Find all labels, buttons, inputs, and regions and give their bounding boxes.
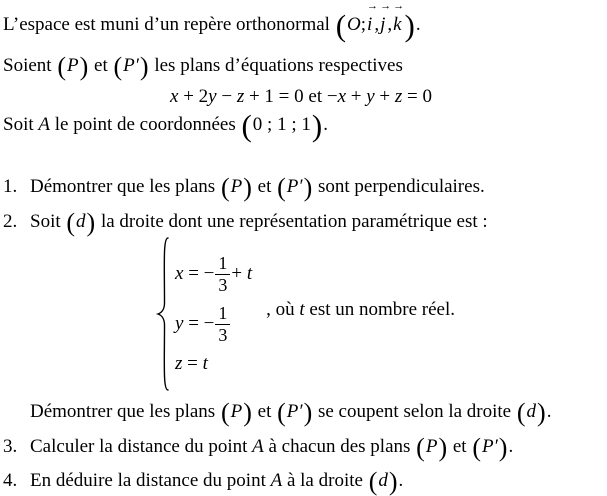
text-segment: P: [425, 436, 438, 457]
text-segment: Soient: [3, 55, 57, 76]
paren-delimiter: ): [303, 173, 313, 202]
text-segment: P: [230, 401, 243, 422]
system-note: [266, 299, 455, 321]
text-segment: P′: [123, 55, 139, 76]
paren-delimiter: (: [66, 208, 76, 237]
system-line-z: [175, 349, 252, 379]
vector-letter: j: [380, 14, 386, 35]
paren-delimiter: (: [220, 398, 230, 427]
text-segment: d: [76, 211, 86, 232]
fraction-denominator: 3: [215, 274, 230, 295]
left-brace-icon: [155, 236, 171, 392]
text-segment: le point de coordonnées: [49, 114, 241, 135]
text-segment: et: [448, 436, 472, 457]
paren-delimiter: (: [277, 173, 286, 202]
paren-delimiter: ): [388, 467, 398, 496]
text-segment: y: [208, 86, 217, 107]
text-segment: P′: [482, 436, 498, 457]
text-segment: la droite dont une représentation paramétrique est :: [96, 211, 488, 232]
plane-equations-line: [170, 82, 432, 112]
text-segment: t: [299, 299, 305, 320]
text-segment: + 1 = 0 et −: [244, 86, 338, 107]
vector-k: [393, 0, 405, 40]
text-segment: z: [394, 86, 403, 107]
text-segment: et: [252, 176, 277, 197]
vector-arrow-icon: →: [393, 0, 405, 12]
text-segment: t: [246, 263, 253, 284]
parametric-system: [155, 236, 455, 392]
fraction-numerator: 1: [218, 303, 228, 324]
text-segment: +: [374, 86, 395, 107]
paren-delimiter: ): [243, 173, 252, 202]
system-line-y: [175, 299, 252, 349]
text-segment: les plans d’équations respectives: [149, 55, 403, 76]
paren-delimiter: ): [537, 398, 546, 427]
text-segment: + 2: [178, 86, 209, 107]
text-segment: et: [252, 401, 277, 422]
text-segment: Soit: [3, 114, 39, 135]
text-segment: P′: [286, 401, 303, 422]
item-2: [3, 207, 488, 237]
vector-i: [367, 0, 379, 40]
text-segment: 0 ; 1 ; 1: [252, 114, 311, 135]
text-segment: A: [270, 470, 283, 491]
text-segment: d: [526, 401, 537, 422]
paren-delimiter: ): [311, 108, 323, 143]
text-segment: z: [236, 86, 245, 107]
text-segment: .: [546, 401, 552, 422]
vector-arrow-icon: →: [380, 0, 392, 12]
intro-soient-line: [3, 51, 403, 81]
text-segment: = 0: [402, 86, 433, 107]
text-segment: Soit: [30, 211, 66, 232]
text-segment: x: [175, 263, 184, 284]
item-2-number: 2.: [3, 211, 18, 232]
paren-delimiter: (: [516, 398, 526, 427]
text-segment: est un nombre réel.: [304, 299, 456, 320]
text-segment: +: [346, 86, 367, 107]
paren-delimiter: (: [472, 433, 482, 462]
text-segment: = −: [183, 313, 215, 334]
item-3-number: 3.: [3, 436, 18, 457]
vector-letter: i: [367, 14, 373, 35]
text-segment: .: [323, 114, 328, 135]
text-segment: L’espace est muni d’un repère orthonormal: [3, 14, 335, 35]
text-segment: Calculer la distance du point: [30, 436, 253, 457]
text-segment: y: [175, 313, 184, 334]
text-segment: x: [170, 86, 179, 107]
system-line-x-rhs: [231, 263, 252, 285]
system-line-y-lhs: [175, 313, 214, 335]
text-segment: ,: [374, 14, 380, 35]
paren-delimiter: (: [220, 173, 230, 202]
text-segment: En déduire la distance du point: [30, 470, 271, 491]
fraction-one-third: [215, 303, 230, 344]
text-segment: A: [38, 114, 50, 135]
fraction-denominator: 3: [215, 324, 230, 345]
text-segment: .: [398, 470, 404, 491]
paren-delimiter: (: [335, 8, 347, 43]
vector-j: [380, 0, 392, 40]
paren-delimiter: ): [303, 398, 313, 427]
paren-delimiter: ): [498, 433, 508, 462]
text-segment: .: [415, 14, 421, 35]
vector-arrow-icon: →: [367, 0, 379, 12]
text-segment: ,: [387, 14, 393, 35]
text-segment: .: [508, 436, 514, 457]
paren-delimiter: ): [243, 398, 252, 427]
text-segment: Démontrer que les plans: [30, 176, 220, 197]
item-2-followup-line: [30, 397, 551, 427]
item-1-number: 1.: [3, 176, 18, 197]
text-segment: P: [66, 55, 79, 76]
fraction-one-third: [215, 253, 230, 294]
text-segment: à chacun des plans: [263, 436, 416, 457]
item-2-text: [30, 208, 488, 237]
text-segment: et: [89, 55, 113, 76]
paren-delimiter: ): [404, 8, 415, 43]
text-segment: P′: [286, 176, 303, 197]
paren-delimiter: (: [277, 398, 286, 427]
text-segment: =: [182, 353, 203, 374]
item-1-text: [30, 173, 485, 202]
text-segment: d: [378, 470, 388, 491]
paren-delimiter: (: [113, 52, 123, 81]
item-4: [3, 466, 403, 496]
text-segment: O: [347, 14, 361, 35]
item-3: [3, 432, 513, 462]
paren-delimiter: (: [57, 52, 66, 81]
text-segment: = −: [183, 263, 215, 284]
text-segment: t: [202, 353, 208, 374]
text-segment: +: [231, 263, 247, 284]
point-a-line: [3, 108, 328, 143]
text-segment: −: [216, 86, 237, 107]
text-segment: A: [252, 436, 264, 457]
paren-delimiter: ): [139, 52, 149, 81]
text-segment: z: [175, 353, 183, 374]
fraction-numerator: 1: [218, 253, 228, 274]
system-line-z-text: [175, 353, 208, 375]
text-segment: sont perpendiculaires.: [313, 176, 485, 197]
paren-delimiter: ): [438, 433, 448, 462]
paren-delimiter: ): [79, 52, 89, 81]
text-segment: x: [337, 86, 347, 107]
text-segment: ;: [360, 14, 367, 35]
item-3-text: [30, 433, 514, 462]
text-segment: , où: [266, 299, 300, 320]
intro-repere-line: [3, 0, 421, 43]
text-segment: Démontrer que les plans: [30, 401, 220, 422]
text-segment: à la droite: [282, 470, 368, 491]
item-1: [3, 172, 485, 202]
paren-delimiter: ): [86, 208, 96, 237]
text-segment: y: [366, 86, 375, 107]
text-segment: P: [230, 176, 243, 197]
vector-letter: k: [393, 14, 402, 35]
system-line-x: [175, 249, 252, 299]
text-segment: se coupent selon la droite: [313, 401, 516, 422]
paren-delimiter: (: [368, 467, 378, 496]
item-4-text: [30, 467, 404, 496]
system-equations: [175, 249, 252, 379]
system-line-x-lhs: [175, 263, 214, 285]
paren-delimiter: (: [241, 108, 252, 143]
paren-delimiter: (: [416, 433, 425, 462]
item-4-number: 4.: [3, 470, 18, 491]
